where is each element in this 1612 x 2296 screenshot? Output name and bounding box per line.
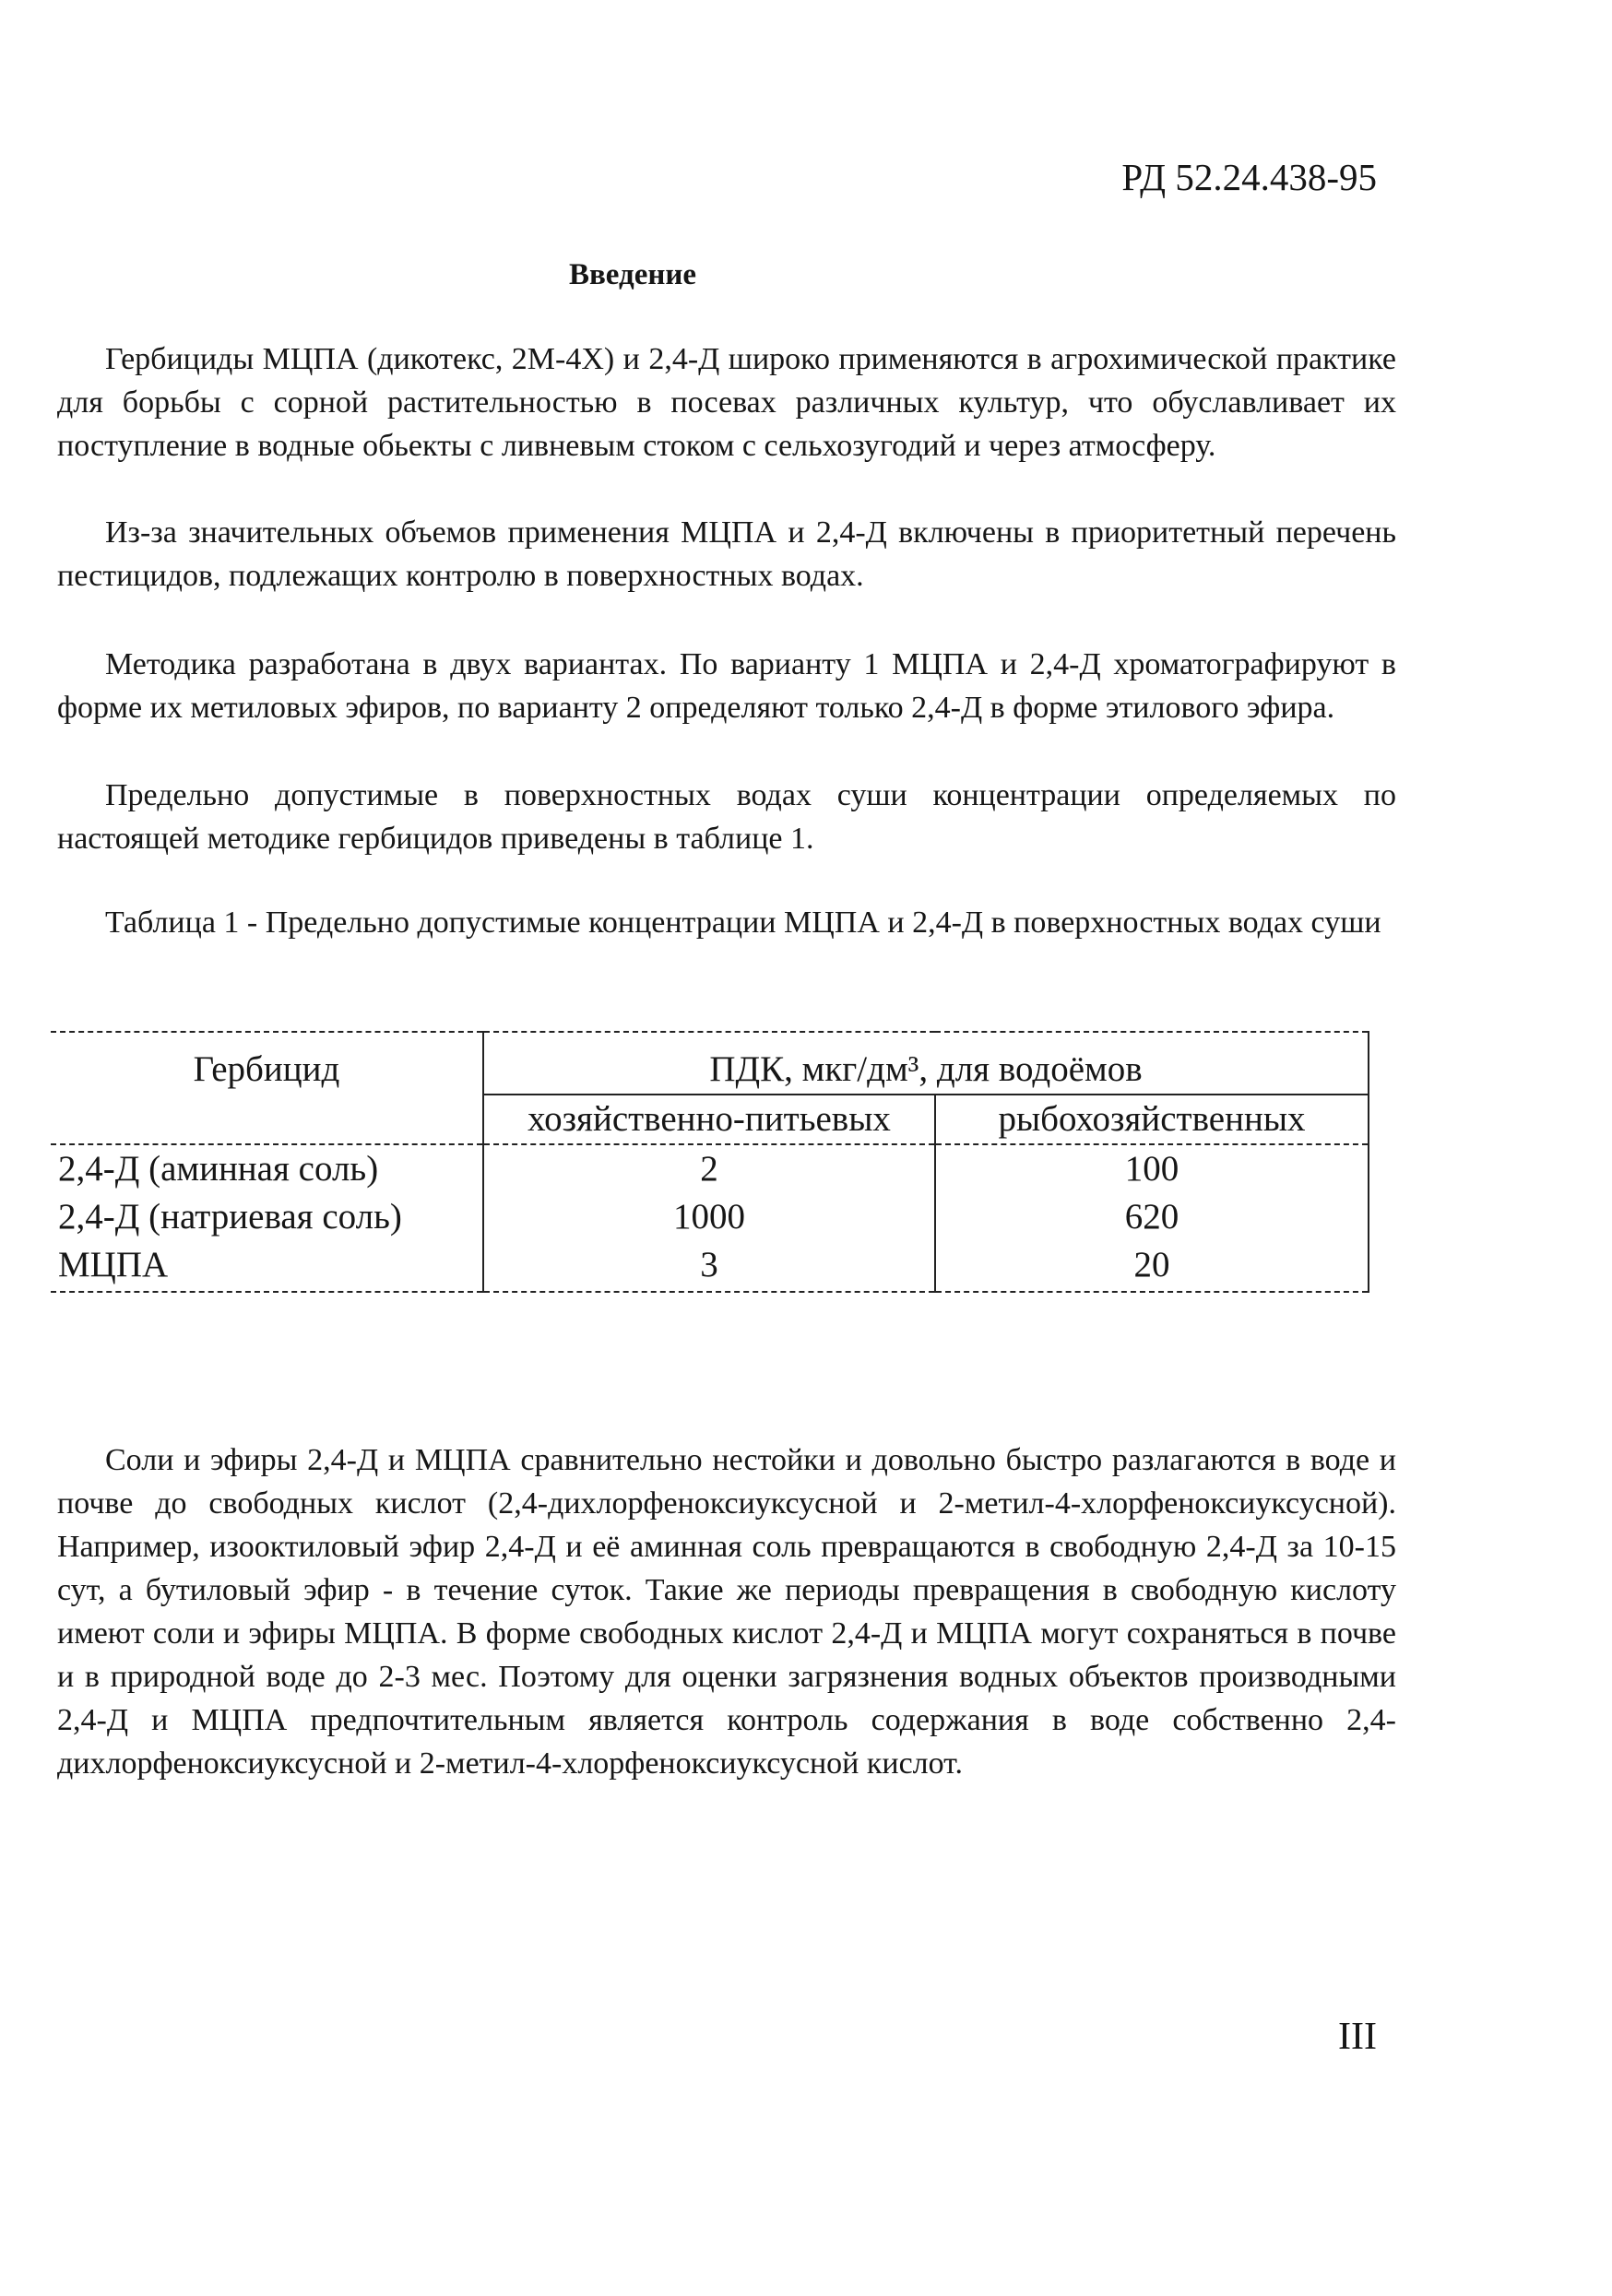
table-header-row (51, 1032, 1369, 1095)
cell-herbicide: МЦПА (51, 1241, 483, 1292)
paragraph-text: Из-за значительных объемов применения МЦПА и 2,4-Д включены в приоритетный перечень пестицидов, подлежащих контролю в поверхностных водах. (57, 515, 1396, 593)
page-number: III (1338, 2016, 1377, 2058)
pdk-table (51, 1031, 1369, 1293)
paragraph-priority (57, 511, 1396, 598)
cell-herbicide: 2,4-Д (натриевая соль) (51, 1193, 483, 1241)
header-pdk: ПДК, мкг/дм³, для водоёмов (483, 1032, 1369, 1095)
cell-fishery: 20 (935, 1241, 1369, 1292)
cell-drinking: 2 (483, 1144, 935, 1193)
table-row (51, 1241, 1369, 1292)
cell-fishery: 620 (935, 1193, 1369, 1241)
pdk-table-grid (51, 1031, 1369, 1293)
paragraph-text: Соли и эфиры 2,4-Д и МЦПА сравнительно нестойки и довольно быстро разлагаются в воде и почве до свободных кислот (2,4-дихлорфеноксиуксусной и 2-метил-4-хлорфеноксиуксусной). Например, изооктиловый эфир 2,4-Д и её аминная соль превращаются в свободную 2,4-Д за 10-15 сут, а бутиловый эфир - в течение суток. Такие же периоды превращения в свободную кислоту имеют соли и эфиры МЦПА. В форме свободных кислот 2,4-Д и МЦПА могут сохраняться в почве и в природной воде до 2-3 мес. Поэтому для оценки загрязнения водных объектов производными 2,4-Д и МЦПА предпочтительным является контроль содержания в воде собственно 2,4-дихлорфеноксиуксусной и 2-метил-4-хлорфеноксиуксусной кислот. (57, 1443, 1396, 1781)
cell-herbicide: 2,4-Д (аминная соль) (51, 1144, 483, 1193)
table-caption (57, 902, 1396, 943)
cell-drinking: 3 (483, 1241, 935, 1292)
paragraph-method (57, 643, 1396, 729)
paragraph-limits (57, 774, 1396, 860)
header-herbicide: Гербицид (51, 1032, 483, 1144)
cell-drinking: 1000 (483, 1193, 935, 1241)
paragraph-text: Предельно допустимые в поверхностных водах суши концентрации определяемых по настоящей методике гербицидов приведены в таблице 1. (57, 778, 1396, 856)
cell-fishery: 100 (935, 1144, 1369, 1193)
paragraph-intro (57, 337, 1396, 467)
paragraph-text: Гербициды МЦПА (дикотекс, 2М-4Х) и 2,4-Д широко применяются в агрохимической практике для борьбы с сорной растительностью в посевах различных культур, что обуславливает их поступление в водные обьекты с ливневым стоком с сельхозугодий и через атмосферу. (57, 342, 1396, 463)
paragraph-decomposition (57, 1438, 1396, 1785)
header-fishery: рыбохозяйственных (935, 1095, 1369, 1144)
table-row (51, 1144, 1369, 1193)
paragraph-text: Методика разработана в двух вариантах. По варианту 1 МЦПА и 2,4-Д хроматографируют в форме их метиловых эфиров, по варианту 2 определяют только 2,4-Д в форме этилового эфира. (57, 647, 1396, 725)
table-row (51, 1193, 1369, 1241)
table-caption-text: Таблица 1 - Предельно допустимые концентрации МЦПА и 2,4-Д в поверхностных водах суши (105, 905, 1381, 940)
section-title: Введение (568, 258, 697, 291)
header-drinking: хозяйственно-питьевых (483, 1095, 935, 1144)
document-number: РД 52.24.438-95 (1121, 156, 1377, 198)
